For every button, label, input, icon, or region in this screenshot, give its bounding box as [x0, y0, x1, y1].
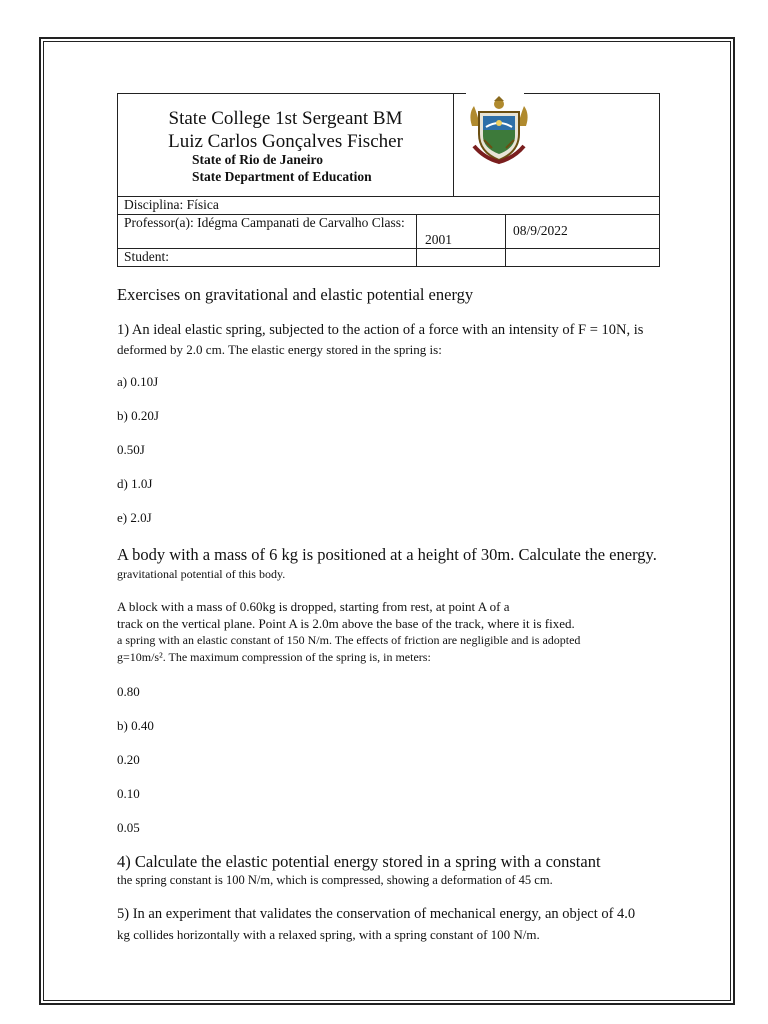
q4-line1: 4) Calculate the elastic potential energy stored in a spring with a constant [117, 852, 601, 871]
q3-option-e: 0.05 [117, 820, 140, 835]
q3-option-d: 0.10 [117, 786, 140, 801]
q3-line1: A block with a mass of 0.60kg is dropped, starting from rest, at point A of a [117, 599, 510, 614]
q3-line2: track on the vertical plane. Point A is 2.0m above the base of the track, where it is fixed. [117, 616, 575, 631]
q1-option-d: d) 1.0J [117, 476, 153, 491]
q3-line3: a spring with an elastic constant of 150 N/m. The effects of friction are negligible and is adopted [117, 633, 581, 647]
discipline-label: Disciplina: Física [124, 197, 219, 212]
q1-option-a: a) 0.10J [117, 374, 159, 389]
q2-line1: A body with a mass of 6 kg is positioned at a height of 30m. Calculate the energy. [117, 545, 657, 564]
professor-row [117, 214, 660, 249]
q3-option-b: b) 0.40 [117, 718, 154, 733]
student-row [117, 248, 660, 267]
coat-of-arms-icon [464, 96, 534, 166]
q1-line2: deformed by 2.0 cm. The elastic energy stored in the spring is: [117, 342, 442, 357]
professor-label: Professor(a): Idégma Campanati de Carvalho Class: [124, 215, 405, 230]
q4-line2: the spring constant is 100 N/m, which is compressed, showing a deformation of 45 cm. [117, 873, 553, 887]
page-title: Exercises on gravitational and elastic potential energy [117, 285, 474, 304]
q3-option-a: 0.80 [117, 684, 140, 699]
q1-option-b: b) 0.20J [117, 408, 159, 423]
school-name-line1: State College 1st Sergeant BM [168, 108, 403, 129]
date: 08/9/2022 [513, 223, 568, 238]
header-divider [453, 94, 454, 197]
q2-line2: gravitational potential of this body. [117, 567, 286, 581]
discipline-row [117, 197, 660, 215]
student-label: Student: [124, 249, 170, 264]
q1-line1: 1) An ideal elastic spring, subjected to the action of a force with an intensity of F = 10N, is [117, 322, 644, 338]
q5-line1: 5) In an experiment that validates the conservation of mechanical energy, an object of 4.0 [117, 906, 636, 922]
school-header [117, 93, 660, 197]
class-code: 2001 [425, 232, 452, 247]
department-name: State Department of Education [192, 169, 372, 184]
q3-line4: g=10m/s². The maximum compression of the spring is, in meters: [117, 650, 431, 664]
q5-line2: kg collides horizontally with a relaxed spring, with a spring constant of 100 N/m. [117, 927, 540, 942]
q1-option-c: 0.50J [117, 442, 145, 457]
q1-option-e: e) 2.0J [117, 510, 152, 525]
school-name-line2: Luiz Carlos Gonçalves Fischer [168, 131, 403, 152]
q3-option-c: 0.20 [117, 752, 140, 767]
state-name: State of Rio de Janeiro [192, 152, 323, 167]
